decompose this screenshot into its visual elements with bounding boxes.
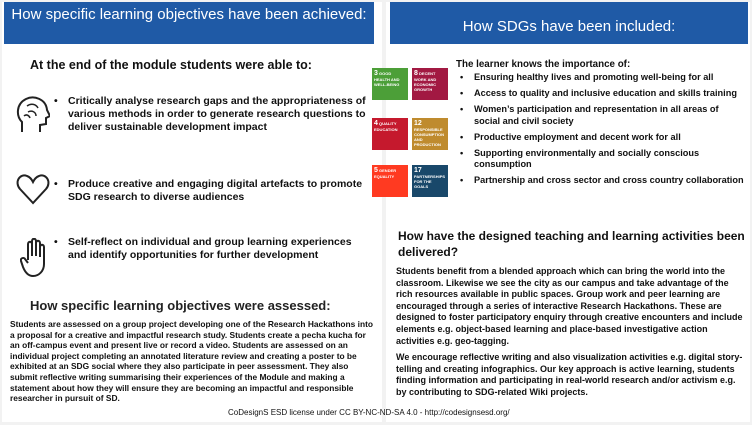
list-item: • Productive employment and decent work for all bbox=[460, 132, 746, 143]
sdg-tile: 4 QUALITY EDUCATION bbox=[372, 118, 408, 150]
list-item: • Access to quality and inclusive education and skills training bbox=[460, 88, 746, 99]
license-text: CoDesignS ESD license under CC BY-NC-ND-SA 4.0 - http://codesignsesd.org/ bbox=[228, 408, 510, 417]
heart-icon bbox=[16, 173, 50, 205]
sdg-tile: 5 GENDER EQUALITY bbox=[372, 165, 408, 197]
list-item: • Supporting environmentally and socially conscious consumption bbox=[460, 148, 746, 170]
sdg-tile: 3 GOOD HEALTH AND WELL-BEING bbox=[372, 68, 408, 100]
raised-hand-icon bbox=[20, 238, 50, 278]
head-brain-icon bbox=[14, 94, 50, 134]
delivered-paragraph: We encourage reflective writing and also visualization activities e.g. digital story-telling and creating infographics. Our key approach is active learning, students finding information and participating in real-world research and/or activism e.g. by contributing to SDG-related Wiki projects. bbox=[396, 352, 743, 397]
list-item: • Women’s participation and representation in all areas of social and civil society bbox=[460, 104, 746, 126]
list-item: • Ensuring healthy lives and promoting well-being for all bbox=[460, 72, 746, 83]
list-item: • Partnership and cross sector and cross country collaboration bbox=[460, 175, 746, 186]
learner-list bbox=[460, 72, 746, 192]
sdgs-banner: How SDGs have been included: bbox=[390, 2, 748, 44]
objectives-banner: How specific learning objectives have been achieved: bbox=[4, 2, 374, 44]
learner-heading: The learner knows the importance of: bbox=[456, 59, 631, 70]
sdg-tile: 17 PARTNERSHIPS FOR THE GOALS bbox=[412, 165, 448, 197]
delivered-title: How have the designed teaching and learning activities been delivered? bbox=[398, 229, 745, 259]
objective-item: • Produce creative and engaging digital artefacts to promote SDG research to diverse audiences bbox=[68, 178, 368, 204]
assessed-text: Students are assessed on a group project developing one of the Research Hackathons into a proposal for a creative and impactful research study. Students create a pecha kucha for an off-campus event and present live or record a video. Students are assessed on an individual project completing an annotated literature review and creating a poster to be exhibited at an SDG social where they also participate in peer assessment. They also submit reflective writing summarising their experiences of the Module and making a statement about how they will ensure they are becoming an impactful and responsible researcher in pursuit of SD. bbox=[10, 319, 373, 404]
objective-item: • Self-reflect on individual and group learning experiences and identify opportunities for further development bbox=[68, 236, 368, 262]
objective-item: • Critically analyse research gaps and the appropriateness of various methods in order to generate research questions to deliver sustainable development impact bbox=[68, 95, 368, 134]
assessed-title: How specific learning objectives were assessed: bbox=[30, 298, 331, 313]
sdg-tile: 8 DECENT WORK AND ECONOMIC GROWTH bbox=[412, 68, 448, 100]
sdg-tile: 12 RESPONSIBLE CONSUMPTION AND PRODUCTION bbox=[412, 118, 448, 150]
delivered-paragraph: Students benefit from a blended approach which can bring the world into the classroom. Likewise we see the city as our campus and take advantage of the rich resources available in public spaces. Group work and peer learning are encouraged through a series of interactive Research Hackathons. These are designed to foster participatory enquiry through creative encounters and include elements e.g. object-based learning and place-based investigative action activities e.g. geo-tagging. bbox=[396, 266, 743, 346]
objectives-heading: At the end of the module students were able to: bbox=[30, 58, 312, 72]
